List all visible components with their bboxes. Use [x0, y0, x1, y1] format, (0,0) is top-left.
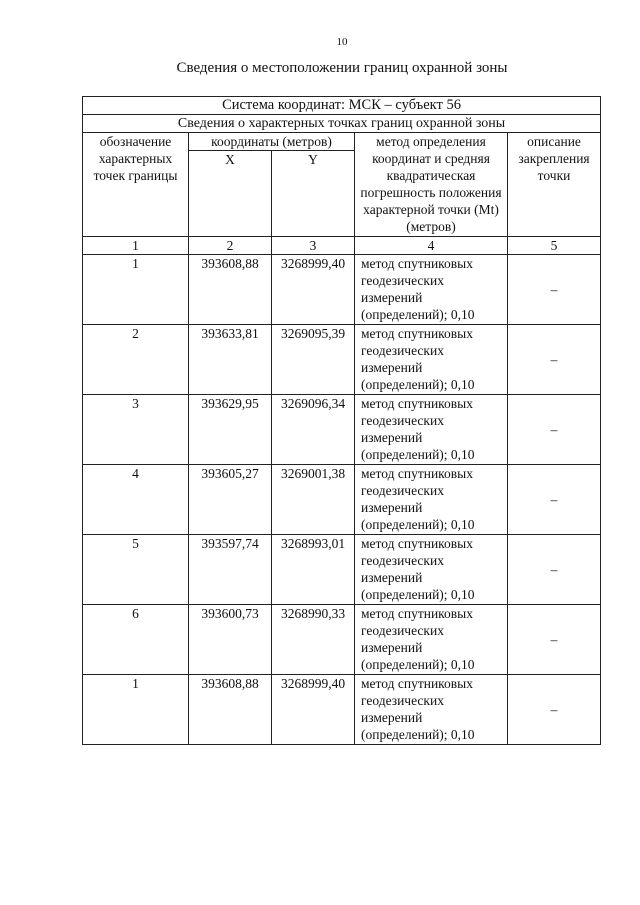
header-method: метод определения координат и средняя квадратическая погрешность положения характерной точки (Mt) (метров) — [355, 133, 508, 237]
method-cell: метод спутниковых геодезических измерений (определений); 0,10 — [355, 465, 508, 535]
page-number: 10 — [336, 36, 348, 48]
description-cell: – — [508, 395, 601, 465]
header-point-designation: обозначение характерных точек границы — [83, 133, 189, 237]
point-cell: 2 — [83, 325, 189, 395]
coordinate-system-row — [83, 97, 601, 115]
table-row — [83, 465, 601, 535]
point-cell: 6 — [83, 605, 189, 675]
method-cell: метод спутниковых геодезических измерений (определений); 0,10 — [355, 605, 508, 675]
y-cell: 3268993,01 — [272, 535, 355, 605]
x-cell: 393608,88 — [189, 255, 272, 325]
column-numbers-row — [83, 237, 601, 255]
column-number: 4 — [355, 237, 508, 255]
x-cell: 393605,27 — [189, 465, 272, 535]
table-row — [83, 605, 601, 675]
x-cell: 393608,88 — [189, 675, 272, 745]
column-number: 5 — [508, 237, 601, 255]
table-subtitle-row — [83, 115, 601, 133]
x-cell: 393633,81 — [189, 325, 272, 395]
page-title: Сведения о местоположении границ охранной зоны — [176, 60, 508, 76]
table-row — [83, 535, 601, 605]
header-description: описание закрепления точки — [508, 133, 601, 237]
point-cell: 5 — [83, 535, 189, 605]
y-cell: 3268990,33 — [272, 605, 355, 675]
description-cell: – — [508, 325, 601, 395]
method-cell: метод спутниковых геодезических измерений (определений); 0,10 — [355, 675, 508, 745]
x-cell: 393629,95 — [189, 395, 272, 465]
method-cell: метод спутниковых геодезических измерений (определений); 0,10 — [355, 535, 508, 605]
coordinates-table — [82, 96, 601, 745]
table-row — [83, 395, 601, 465]
y-cell: 3268999,40 — [272, 675, 355, 745]
description-cell: – — [508, 675, 601, 745]
coordinate-system-title: Система координат: МСК – субъект 56 — [83, 97, 601, 115]
table-subtitle: Сведения о характерных точках границ охранной зоны — [83, 115, 601, 133]
method-cell: метод спутниковых геодезических измерений (определений); 0,10 — [355, 255, 508, 325]
header-x: X — [189, 151, 272, 237]
point-cell: 3 — [83, 395, 189, 465]
header-y: Y — [272, 151, 355, 237]
header-coordinates: координаты (метров) — [189, 133, 355, 151]
y-cell: 3269096,34 — [272, 395, 355, 465]
y-cell: 3269095,39 — [272, 325, 355, 395]
column-number: 3 — [272, 237, 355, 255]
x-cell: 393597,74 — [189, 535, 272, 605]
point-cell: 1 — [83, 675, 189, 745]
column-number: 1 — [83, 237, 189, 255]
table-row — [83, 675, 601, 745]
method-cell: метод спутниковых геодезических измерений (определений); 0,10 — [355, 325, 508, 395]
description-cell: – — [508, 465, 601, 535]
table-row — [83, 255, 601, 325]
description-cell: – — [508, 535, 601, 605]
y-cell: 3269001,38 — [272, 465, 355, 535]
description-cell: – — [508, 605, 601, 675]
table-row — [83, 325, 601, 395]
method-cell: метод спутниковых геодезических измерений (определений); 0,10 — [355, 395, 508, 465]
point-cell: 1 — [83, 255, 189, 325]
x-cell: 393600,73 — [189, 605, 272, 675]
column-number: 2 — [189, 237, 272, 255]
y-cell: 3268999,40 — [272, 255, 355, 325]
point-cell: 4 — [83, 465, 189, 535]
header-row — [83, 133, 601, 151]
description-cell: – — [508, 255, 601, 325]
